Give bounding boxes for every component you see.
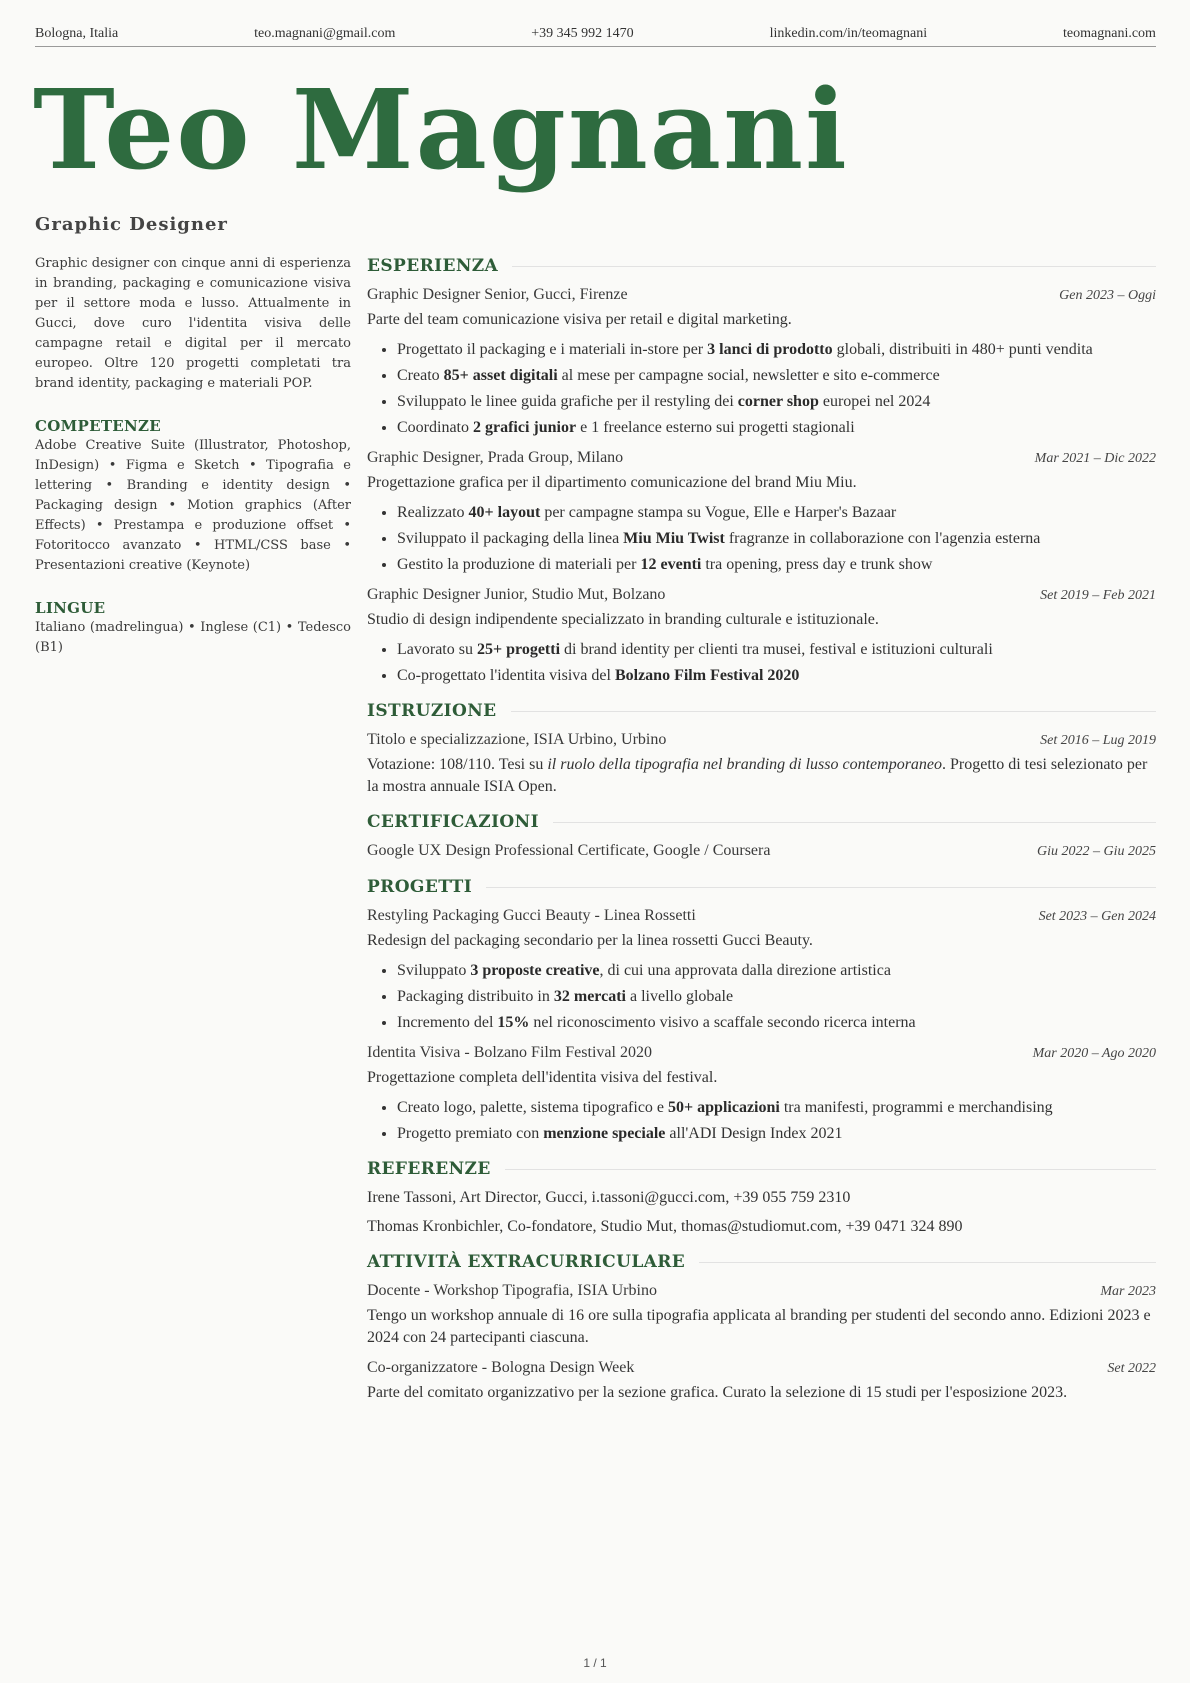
entry-title: Graphic Designer, Prada Group, Milano [367, 449, 624, 466]
bullet-text: Gestito la produzione di materiali per [397, 556, 641, 573]
experience-entries [367, 284, 1156, 687]
experience-heading: ESPERIENZA [367, 256, 499, 276]
entry-item [367, 284, 1156, 439]
bullet-text: Sviluppato il packaging della linea [397, 530, 624, 547]
bullet-item [397, 1123, 1156, 1145]
contact-location: Bologna, Italia [35, 26, 119, 41]
entry-description: Progettazione grafica per il dipartimento comunicazione del brand Miu Miu. [367, 474, 857, 491]
section-divider [511, 711, 1157, 712]
bullet-highlight: 3 lanci di prodotto [707, 341, 833, 358]
bullet-text: europei nel 2024 [818, 393, 931, 410]
entry-item [367, 584, 1156, 687]
bullet-highlight: 32 mercati [553, 988, 626, 1005]
extracurricular-heading: ATTIVITÀ EXTRACURRICULARE [367, 1252, 686, 1272]
bullet-text: Realizzato [397, 504, 469, 521]
education-thesis-title: il ruolo della tipografia nel branding di lusso contemporaneo [547, 756, 943, 773]
entry-item [367, 1042, 1156, 1145]
entry-description: Redesign del packaging secondario per la linea rossetti Gucci Beauty. [367, 932, 813, 949]
entry-item [367, 447, 1156, 576]
entry-header [367, 1042, 1156, 1065]
extracurricular-entries [367, 1280, 1156, 1404]
entry-item [367, 905, 1156, 1034]
bullet-text: Co-progettato l'identita visiva del [397, 667, 615, 684]
certifications-header [367, 810, 1156, 834]
bullet-highlight: Bolzano Film Festival 2020 [614, 667, 800, 684]
bullet-text: nel riconoscimento visivo a scaffale secondo ricerca interna [529, 1014, 916, 1031]
experience-header [367, 254, 1156, 278]
entry-header [367, 905, 1156, 928]
bullet-highlight: corner shop [737, 393, 819, 410]
entry-description: Parte del comitato organizzativo per la sezione grafica. Curato la selezione di 15 studi per l'esposizione 2023. [367, 1384, 1068, 1401]
bullet-text: al mese per campagne social, newsletter e sito e-commerce [557, 367, 940, 384]
bullet-highlight: 25+ progetti [476, 641, 561, 658]
entry-header [367, 284, 1156, 307]
bullet-highlight: 85+ asset digitali [443, 367, 558, 384]
bullet-highlight: menzione speciale [543, 1125, 666, 1142]
entry-header [367, 584, 1156, 607]
bullet-text: per campagne stampa su Vogue, Elle e Harper's Bazaar [540, 504, 897, 521]
job-title: Graphic Designer [35, 214, 228, 235]
bullet-text: , di cui una approvata dalla direzione artistica [599, 962, 891, 979]
bullet-item [397, 639, 1156, 661]
entry-date: Set 2023 – Gen 2024 [1038, 909, 1156, 924]
bullet-list [367, 960, 1156, 1034]
education-heading: ISTRUZIONE [367, 701, 497, 721]
experience-section [367, 254, 1156, 687]
bullet-item [397, 365, 1156, 387]
bullet-text: Coordinato [397, 419, 473, 436]
entry-date: Set 2022 [1107, 1361, 1156, 1376]
entry-header [367, 729, 1156, 752]
entry-header [367, 1357, 1156, 1380]
bullet-text: Progetto premiato con [397, 1125, 544, 1142]
skills-heading: COMPETENZE [35, 417, 162, 435]
section-divider [505, 1169, 1156, 1170]
entry-date: Gen 2023 – Oggi [1059, 288, 1156, 303]
languages-text: Italiano (madrelingua) • Inglese (C1) • Tedesco (B1) [35, 620, 351, 655]
bullet-item [397, 960, 1156, 982]
entry-header [367, 447, 1156, 470]
bullet-list [367, 639, 1156, 687]
bullet-text: di brand identity per clienti tra musei, festival e istituzioni culturali [560, 641, 993, 658]
bullet-text: globali, distribuiti in 480+ punti vendita [832, 341, 1093, 358]
bullet-list [367, 339, 1156, 439]
certifications-heading: CERTIFICAZIONI [367, 812, 539, 832]
entry-title: Identita Visiva - Bolzano Film Festival 2020 [367, 1044, 652, 1061]
bullet-text: Incremento del [397, 1014, 498, 1031]
right-column [367, 254, 1156, 1416]
bullet-text: tra opening, press day e trunk show [701, 556, 933, 573]
entry-description [367, 754, 1156, 798]
candidate-name: Teo Magnani [33, 65, 849, 194]
bullet-item [397, 554, 1156, 576]
entry-title: Titolo e specializzazione, ISIA Urbino, Urbino [367, 731, 667, 748]
entry-description: Progettazione completa dell'identita visiva del festival. [367, 1069, 718, 1086]
projects-heading: PROGETTI [367, 877, 473, 897]
entry-title: Restyling Packaging Gucci Beauty - Linea Rossetti [367, 907, 696, 924]
entry-date: Mar 2020 – Ago 2020 [1032, 1046, 1156, 1061]
bullet-text: Packaging distribuito in [397, 988, 554, 1005]
reference-line: Thomas Kronbichler, Co-fondatore, Studio Mut, thomas@studiomut.com, +39 0471 324 890 [367, 1218, 963, 1235]
bullet-text: all'ADI Design Index 2021 [665, 1125, 843, 1142]
entry-date: Set 2016 – Lug 2019 [1040, 733, 1156, 748]
bullet-highlight: 2 grafici junior [473, 419, 577, 436]
project-entries [367, 905, 1156, 1145]
contact-email[interactable]: teo.magnani@gmail.com [254, 26, 396, 41]
bullet-item [397, 665, 1156, 687]
bullet-highlight: 15% [497, 1014, 530, 1031]
section-divider [699, 1262, 1156, 1263]
bullet-text: a livello globale [626, 988, 734, 1005]
bullet-item [397, 1097, 1156, 1119]
page-number: 1 / 1 [583, 1656, 607, 1670]
entry-item [367, 1357, 1156, 1404]
entry-item [367, 1280, 1156, 1349]
bullet-text: Creato [397, 367, 444, 384]
bullet-item [397, 339, 1156, 361]
references-section [367, 1157, 1156, 1238]
bullet-highlight: 50+ applicazioni [668, 1099, 780, 1116]
projects-section [367, 875, 1156, 1145]
bullet-item [397, 986, 1156, 1008]
entry-title: Graphic Designer Senior, Gucci, Firenze [367, 286, 628, 303]
contact-bar [35, 26, 1156, 47]
languages-heading: LINGUE [35, 599, 106, 617]
education-desc-post: . Progetto di tesi selezionato per la mostra annuale ISIA Open. [367, 756, 1148, 795]
bullet-highlight: Miu Miu Twist [623, 530, 725, 547]
bullet-text: Sviluppato le linee guida grafiche per il restyling dei [397, 393, 738, 410]
certification-entry [367, 840, 1156, 863]
bullet-item [397, 391, 1156, 413]
entry-title: Graphic Designer Junior, Studio Mut, Bolzano [367, 586, 666, 603]
bullet-text: e 1 freelance esterno sui progetti stagionali [576, 419, 855, 436]
bullet-list [367, 1097, 1156, 1145]
extracurricular-header [367, 1250, 1156, 1274]
entry-date: Mar 2021 – Dic 2022 [1034, 451, 1156, 466]
entry-date: Mar 2023 [1100, 1284, 1156, 1299]
education-desc-pre: Votazione: 108/110. Tesi su [367, 756, 548, 773]
section-divider [553, 822, 1156, 823]
entry-description: Parte del team comunicazione visiva per retail e digital marketing. [367, 311, 792, 328]
entry-description: Studio di design indipendente specializzato in branding culturale e istituzionale. [367, 611, 879, 628]
reference-line: Irene Tassoni, Art Director, Gucci, i.tassoni@gucci.com, +39 055 759 2310 [367, 1189, 851, 1206]
bullet-text: fragranze in collaborazione con l'agenzia esterna [724, 530, 1041, 547]
extracurricular-section [367, 1250, 1156, 1404]
left-column [35, 254, 351, 658]
education-entry [367, 729, 1156, 798]
bullet-item [397, 528, 1156, 550]
education-section [367, 699, 1156, 798]
entry-title: Co-organizzatore - Bologna Design Week [367, 1359, 635, 1376]
profile-summary: Graphic designer con cinque anni di esperienza in branding, packaging e comunicazione visiva per il settore moda e lusso. Attualmente in Gucci, dove curo l'identita visiva delle campagne retail e digital per il mercato europeo. Oltre 120 progetti completati tra brand identity, packaging e materiali POP. [35, 256, 351, 391]
section-divider [512, 266, 1156, 267]
entry-header [367, 840, 1156, 863]
bullet-list [367, 502, 1156, 576]
bullet-text: Progettato il packaging e i materiali in-store per [397, 341, 708, 358]
entry-date: Giu 2022 – Giu 2025 [1037, 844, 1156, 859]
bullet-text: tra manifesti, programmi e merchandising [779, 1099, 1053, 1116]
contact-phone[interactable]: +39 345 992 1470 [531, 26, 634, 41]
entry-description: Tengo un workshop annuale di 16 ore sulla tipografia applicata al branding per studenti del secondo anno. Edizioni 2023 e 2024 con 24 partecipanti ciascuna. [367, 1307, 1151, 1346]
bullet-item [397, 417, 1156, 439]
bullet-highlight: 3 proposte creative [470, 962, 600, 979]
entry-title: Docente - Workshop Tipografia, ISIA Urbino [367, 1282, 657, 1299]
bullet-text: Creato logo, palette, sistema tipografico e [397, 1099, 669, 1116]
education-header [367, 699, 1156, 723]
bullet-highlight: 12 eventi [640, 556, 702, 573]
projects-header [367, 875, 1156, 899]
contact-website[interactable]: teomagnani.com [1063, 26, 1156, 41]
entry-date: Set 2019 – Feb 2021 [1040, 588, 1156, 603]
bullet-text: Lavorato su [397, 641, 477, 658]
references-heading: REFERENZE [367, 1159, 491, 1179]
contact-linkedin[interactable]: linkedin.com/in/teomagnani [769, 26, 928, 41]
section-divider [486, 887, 1156, 888]
certifications-section [367, 810, 1156, 863]
bullet-item [397, 502, 1156, 524]
skills-block [35, 416, 351, 576]
bullet-text: Sviluppato [397, 962, 471, 979]
bullet-highlight: 40+ layout [468, 504, 541, 521]
entry-title: Google UX Design Professional Certificate, Google / Coursera [367, 842, 771, 859]
bullet-item [397, 1012, 1156, 1034]
skills-text: Adobe Creative Suite (Illustrator, Photoshop, InDesign) • Figma e Sketch • Tipografia e lettering • Branding e identity design • Packaging design • Motion graphics (After Effects) • Prestampa e produzione offset • Fotoritocco avanzato • HTML/CSS base • Presentazioni creative (Keynote) [35, 438, 351, 573]
references-header [367, 1157, 1156, 1181]
languages-block [35, 598, 351, 658]
entry-header [367, 1280, 1156, 1303]
